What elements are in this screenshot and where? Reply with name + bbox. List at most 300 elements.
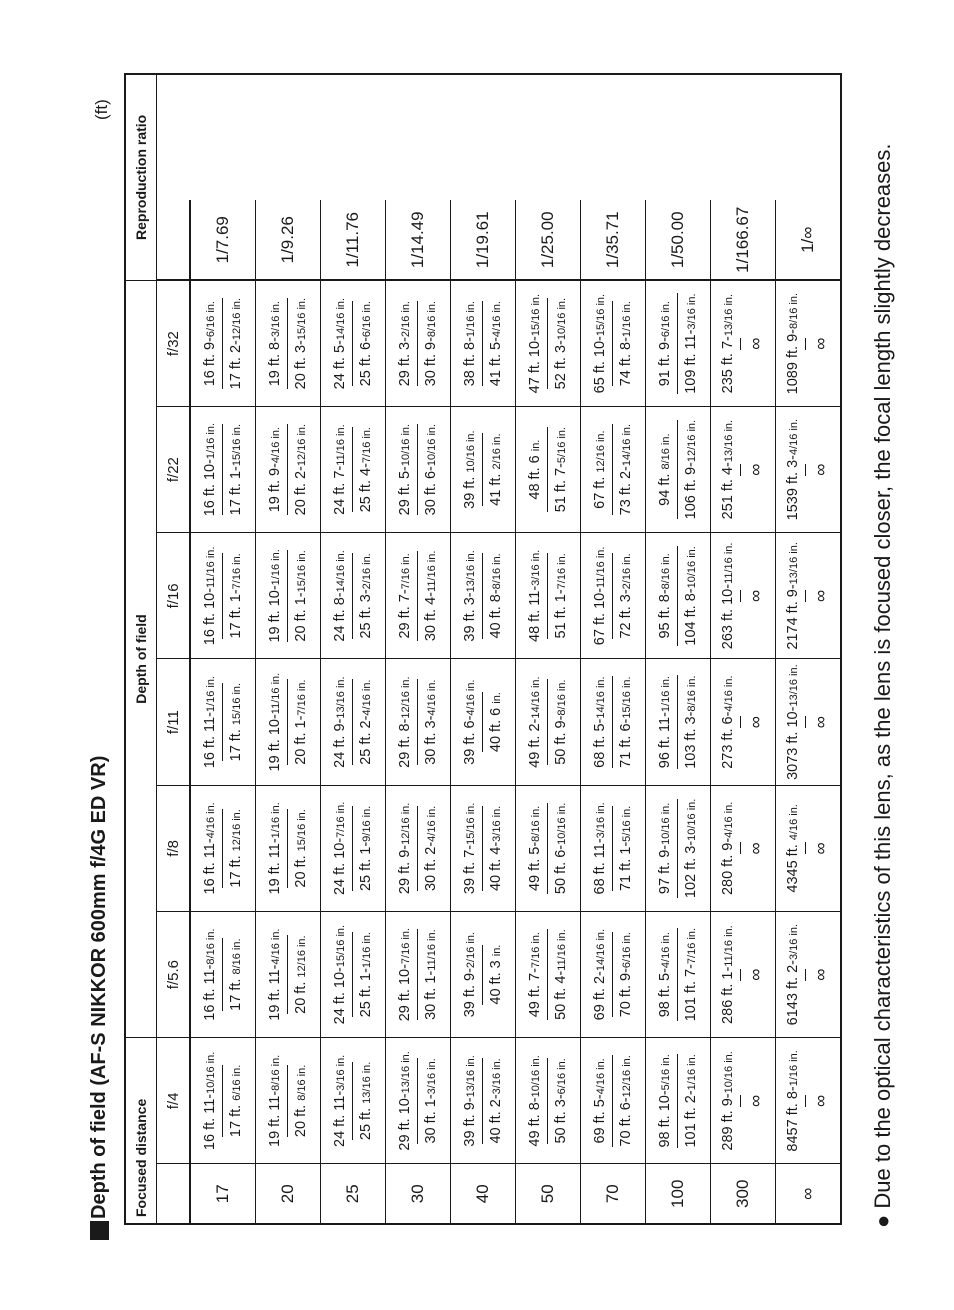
near-limit-value: 48 ft. 11-	[527, 585, 543, 642]
far-limit	[482, 433, 504, 505]
near-limit-value: 16 ft. 10-	[202, 587, 218, 646]
near-limit-fraction: 8/16 in.	[788, 292, 800, 330]
dof-cell	[776, 785, 842, 911]
near-limit-fraction: 3/16 in.	[595, 802, 607, 839]
far-limit	[677, 799, 699, 898]
dof-range	[776, 533, 840, 658]
near-limit-fraction: 11/16 in.	[205, 546, 217, 588]
dof-cell	[581, 912, 646, 1038]
dof-range	[256, 786, 320, 911]
near-limit-fraction: 7/16 in.	[335, 801, 347, 838]
near-limit	[267, 427, 284, 512]
dof-cell	[516, 407, 581, 533]
dof-range	[516, 281, 580, 406]
dof-range	[256, 281, 320, 406]
near-limit	[657, 553, 674, 638]
near-limit	[462, 1055, 479, 1146]
far-limit-fraction: 15/16 in.	[296, 550, 308, 593]
far-limit-value: 17 ft. 2-	[228, 340, 244, 390]
dof-cell	[321, 659, 386, 785]
aperture-header: f/32	[157, 280, 191, 406]
near-limit-value: 24 ft. 10-	[332, 837, 348, 896]
far-limit-fraction: 11/16 in.	[426, 550, 438, 592]
near-limit-fraction: 4/16 in.	[788, 418, 800, 456]
near-limit	[527, 932, 544, 1017]
far-limit-fraction: 12/16 in.	[296, 935, 308, 978]
dof-cell	[256, 280, 321, 406]
far-limit	[222, 683, 244, 761]
dof-range	[516, 660, 580, 785]
near-limit	[785, 419, 802, 520]
far-limit-value: ∞	[746, 842, 765, 855]
far-limit-value: ∞	[746, 1094, 765, 1107]
far-limit-value: 20 ft.	[293, 977, 309, 1014]
far-limit-fraction: 7/16 in.	[231, 553, 243, 590]
far-limit-fraction: 2/16 in.	[491, 433, 503, 470]
far-limit-value: ∞	[811, 589, 830, 602]
near-limit-fraction: 2/16 in.	[465, 932, 477, 969]
far-limit	[612, 806, 634, 891]
near-limit-value: 19 ft. 11-	[267, 838, 283, 895]
dof-cell	[711, 1038, 776, 1164]
table-row	[711, 74, 776, 1224]
near-limit-value: 1089 ft. 9-	[785, 329, 801, 395]
near-limit-value: 3073 ft. 10-	[785, 706, 801, 780]
dof-cell	[190, 533, 256, 659]
reproduction-ratio-header: Reproduction ratio	[125, 74, 157, 280]
far-limit-fraction: 11/16 in.	[556, 929, 568, 971]
far-limit-value: 102 ft. 3-	[683, 840, 699, 899]
far-limit	[482, 301, 504, 386]
distance-column-header	[157, 1164, 191, 1224]
far-limit-value: 50 ft. 4-	[553, 970, 569, 1020]
far-limit	[677, 928, 699, 1021]
dof-cell	[581, 407, 646, 533]
near-limit	[720, 420, 737, 519]
far-limit-value: ∞	[811, 463, 830, 476]
near-limit-value: 91 ft. 9-	[657, 337, 673, 387]
dof-range	[321, 660, 385, 785]
dof-cell	[386, 407, 451, 533]
near-limit-value: 67 ft. 10-	[592, 587, 608, 646]
far-limit	[222, 553, 244, 638]
near-limit-fraction: 11/16 in.	[335, 424, 347, 466]
far-limit-value: 17 ft.	[228, 851, 244, 888]
far-limit-fraction: 1/16 in.	[361, 932, 373, 969]
far-limit-value: 70 ft. 6-	[618, 1097, 634, 1147]
far-limit	[482, 806, 504, 891]
far-limit	[805, 338, 831, 350]
dof-range	[581, 786, 645, 911]
near-limit-fraction: 14/16 in.	[530, 676, 542, 719]
near-limit	[592, 294, 609, 393]
far-limit-value: 40 ft. 3	[488, 956, 504, 1005]
dof-range	[191, 407, 255, 532]
reproduction-ratio-cell: 1/7.69	[190, 200, 256, 280]
near-limit-fraction: 11/16 in.	[723, 542, 735, 584]
far-limit-fraction: 10/16 in.	[556, 297, 568, 341]
far-limit-value: ∞	[746, 968, 765, 981]
near-limit-value: 16 ft. 11-	[202, 838, 218, 895]
dof-cell	[776, 533, 842, 659]
far-limit	[287, 298, 309, 389]
dof-cell	[190, 407, 256, 533]
near-limit	[397, 803, 414, 894]
near-limit-fraction: 13/16 in.	[465, 550, 477, 593]
table-row	[321, 74, 386, 1224]
far-limit-value: ∞	[811, 1094, 830, 1107]
reproduction-ratio-cell: 1/14.49	[386, 200, 451, 280]
far-limit-value: 17 ft.	[228, 1100, 244, 1138]
far-limit-fraction: 8/16 in.	[231, 938, 243, 975]
focused-distance-cell: 70	[581, 1164, 646, 1224]
dof-range	[256, 1038, 320, 1163]
far-limit-fraction: 12/16 in.	[686, 419, 698, 463]
near-limit-fraction: 4/16 in.	[788, 804, 800, 841]
focused-distance-cell: 40	[451, 1164, 516, 1224]
ratio-column-header	[157, 200, 191, 280]
far-limit-value: 20 ft. 2-	[293, 466, 309, 516]
near-limit-value: 29 ft. 10-	[397, 964, 413, 1022]
dof-range	[386, 533, 450, 658]
dof-range	[191, 786, 255, 911]
near-limit-fraction: 10/16 in.	[660, 802, 672, 845]
near-limit	[462, 932, 479, 1017]
far-limit	[805, 716, 831, 728]
far-limit	[287, 424, 309, 515]
dof-cell	[776, 407, 842, 533]
near-limit	[527, 294, 544, 393]
dof-range	[321, 912, 385, 1037]
near-limit-fraction: 4/16 in.	[723, 675, 735, 712]
near-limit	[462, 803, 479, 894]
near-limit-value: 48 ft. 6	[527, 451, 543, 500]
far-limit-fraction: 11/16 in.	[426, 929, 438, 971]
near-limit-value: 69 ft. 5-	[592, 1094, 608, 1144]
near-limit-value: 69 ft. 2-	[592, 971, 608, 1021]
dof-range	[581, 660, 645, 785]
near-limit-fraction: 11/16 in.	[723, 925, 735, 967]
near-limit	[202, 929, 219, 1021]
near-limit-value: 68 ft. 5-	[592, 718, 608, 768]
aperture-header: f/4	[157, 1038, 191, 1164]
far-limit-fraction: 4/16 in.	[491, 301, 503, 338]
far-limit	[352, 932, 374, 1017]
far-limit-value: 50 ft. 9-	[553, 715, 569, 765]
near-limit	[462, 550, 479, 641]
near-limit-value: 24 ft. 11-	[332, 1090, 348, 1147]
far-limit	[547, 680, 569, 765]
far-limit	[352, 1062, 374, 1140]
far-limit	[547, 929, 569, 1020]
far-limit	[805, 969, 831, 981]
far-limit-value: 30 ft. 6-	[423, 466, 439, 516]
near-limit	[267, 929, 284, 1021]
far-limit-fraction: 8/16 in.	[686, 675, 698, 712]
dof-cell	[190, 912, 256, 1038]
near-limit	[592, 547, 609, 646]
near-limit	[397, 553, 414, 638]
far-limit	[547, 803, 569, 894]
far-limit	[482, 553, 504, 638]
far-limit	[677, 293, 699, 393]
dof-cell	[646, 912, 711, 1038]
near-limit-fraction: 1/16 in.	[205, 676, 217, 713]
near-limit-fraction: 10/16 in.	[723, 1051, 735, 1094]
near-limit-fraction: 12/16 in.	[595, 430, 607, 473]
near-limit	[785, 664, 802, 780]
near-limit	[657, 803, 674, 894]
dof-range	[646, 281, 710, 406]
dof-cell	[451, 785, 516, 911]
far-limit-value: 41 ft. 5-	[488, 337, 504, 387]
near-limit	[657, 433, 674, 505]
far-limit-fraction: in.	[491, 944, 503, 957]
far-limit-value: ∞	[811, 842, 830, 855]
dof-range	[256, 912, 320, 1037]
dof-range	[451, 1038, 515, 1163]
dof-range	[711, 1038, 775, 1163]
near-limit	[397, 1051, 414, 1150]
near-limit	[592, 676, 609, 767]
dof-range	[711, 786, 775, 911]
far-limit	[547, 553, 569, 638]
near-limit	[785, 924, 802, 1025]
far-limit	[222, 298, 244, 389]
near-limit	[267, 673, 284, 772]
near-limit-fraction: in.	[530, 439, 542, 452]
near-limit-value: 19 ft. 9-	[267, 463, 283, 513]
far-limit	[287, 935, 309, 1013]
near-limit	[785, 293, 802, 394]
far-limit-fraction: 2/16 in.	[361, 553, 373, 590]
far-limit-fraction: 5/16 in.	[556, 427, 568, 464]
far-limit	[740, 969, 766, 981]
far-limit	[677, 1054, 699, 1147]
near-limit-fraction: 4/16 in.	[723, 801, 735, 838]
near-limit-value: 49 ft. 5-	[527, 841, 543, 892]
near-limit-fraction: 13/16 in.	[723, 419, 735, 463]
dof-range	[581, 533, 645, 658]
far-limit	[677, 420, 699, 519]
dof-range	[451, 912, 515, 1037]
near-limit-fraction: 6/16 in.	[660, 301, 672, 338]
near-limit-value: 68 ft. 11-	[592, 838, 608, 895]
far-limit	[805, 590, 831, 602]
far-limit-value: 30 ft. 2-	[423, 841, 439, 892]
far-limit-value: ∞	[746, 716, 765, 729]
far-limit	[417, 551, 439, 642]
focused-distance-cell: 50	[516, 1164, 581, 1224]
far-limit-fraction: 8/16 in.	[491, 553, 503, 590]
near-limit-fraction: 4/16 in.	[595, 1058, 607, 1095]
near-limit-fraction: 3/16 in.	[270, 301, 282, 338]
dof-cell	[321, 407, 386, 533]
table-row	[386, 74, 451, 1224]
focused-distance-header: Focused distance	[125, 1038, 157, 1224]
table-row	[190, 74, 256, 1224]
dof-cell	[711, 280, 776, 406]
near-limit	[785, 1050, 802, 1151]
dof-cell	[711, 407, 776, 533]
dof-cell	[451, 280, 516, 406]
near-limit	[202, 802, 219, 894]
near-limit-value: 16 ft. 10-	[202, 459, 218, 517]
near-limit-fraction: 4/16 in.	[465, 679, 477, 716]
near-limit	[785, 804, 802, 893]
dof-range	[646, 912, 710, 1037]
dof-range	[451, 660, 515, 785]
near-limit-fraction: 13/16 in.	[788, 664, 800, 707]
near-limit	[527, 550, 544, 642]
near-limit-fraction: 11/16 in.	[595, 546, 607, 588]
near-limit	[720, 802, 737, 895]
focused-distance-cell: 17	[190, 1164, 256, 1224]
near-limit	[592, 1058, 609, 1143]
far-limit-value: 70 ft. 9-	[618, 968, 634, 1018]
dof-cell	[646, 659, 711, 785]
dof-cell	[386, 533, 451, 659]
far-limit	[612, 1055, 634, 1146]
dof-cell	[581, 533, 646, 659]
dof-range	[516, 533, 580, 658]
far-limit-fraction: 12/16 in.	[621, 1055, 633, 1098]
dof-range	[321, 533, 385, 658]
far-limit-value: 51 ft. 7-	[553, 463, 569, 513]
dof-cell	[386, 1038, 451, 1164]
far-limit-fraction: 10/16 in.	[686, 798, 698, 841]
far-limit-fraction: 7/16 in.	[686, 927, 698, 965]
reproduction-ratio-cell: 1/∞	[776, 200, 842, 280]
far-limit-value: 25 ft. 6-	[358, 337, 374, 387]
far-limit	[287, 809, 309, 887]
dof-cell	[321, 533, 386, 659]
dof-range	[321, 786, 385, 911]
near-limit	[397, 676, 414, 767]
near-limit-value: 2174 ft. 9-	[785, 584, 801, 650]
near-limit	[332, 802, 349, 895]
far-limit-value: ∞	[746, 463, 765, 476]
dof-cell	[321, 785, 386, 911]
far-limit	[805, 1095, 831, 1107]
near-limit	[785, 542, 802, 650]
far-limit	[352, 301, 374, 386]
far-limit	[287, 550, 309, 641]
dof-cell	[190, 785, 256, 911]
near-limit-value: 24 ft. 7-	[332, 465, 348, 515]
near-limit-value: 39 ft. 6-	[462, 715, 478, 765]
dof-cell	[451, 407, 516, 533]
far-limit-value: 40 ft. 2-	[488, 1094, 504, 1144]
far-limit-fraction: 10/16 in.	[556, 802, 568, 845]
near-limit-fraction: 12/16 in.	[400, 676, 412, 719]
dof-range	[451, 533, 515, 658]
near-limit	[527, 1055, 544, 1146]
near-limit	[657, 932, 674, 1017]
far-limit	[612, 301, 634, 386]
dof-range	[646, 660, 710, 785]
dof-cell	[646, 407, 711, 533]
near-limit-fraction: 13/16 in.	[788, 542, 800, 585]
near-limit	[267, 549, 284, 642]
dof-range	[646, 533, 710, 658]
far-limit	[612, 553, 634, 638]
dof-cell	[646, 280, 711, 406]
dof-cell	[321, 280, 386, 406]
dof-cell	[646, 533, 711, 659]
far-limit-value: ∞	[811, 716, 830, 729]
far-limit	[287, 680, 309, 765]
near-limit-value: 19 ft. 10-	[267, 585, 283, 643]
dof-cell	[646, 1038, 711, 1164]
far-limit	[740, 338, 766, 350]
far-limit-fraction: 12/16 in.	[231, 809, 243, 852]
near-limit	[527, 676, 544, 767]
dof-range	[516, 1038, 580, 1163]
near-limit-value: 39 ft.	[462, 472, 478, 509]
aperture-header: f/5.6	[157, 912, 191, 1038]
dof-range	[451, 407, 515, 532]
footnote: ● Due to the optical characteristics of this lens, as the lens is focused closer, the focal length slightly decreases.	[870, 143, 895, 1228]
near-limit	[267, 802, 284, 894]
far-limit-fraction: 4/16 in.	[426, 805, 438, 842]
near-limit-fraction: 14/16 in.	[335, 297, 347, 341]
near-limit-value: 47 ft. 10-	[527, 336, 543, 394]
near-limit	[720, 543, 737, 650]
dof-cell	[711, 785, 776, 911]
focused-distance-cell: 300	[711, 1164, 776, 1224]
far-limit-value: 25 ft. 2-	[358, 715, 374, 765]
far-limit	[222, 424, 244, 515]
near-limit	[720, 925, 737, 1024]
far-limit-value: 20 ft.	[293, 851, 309, 888]
focused-distance-cell: ∞	[776, 1164, 842, 1224]
far-limit-value: 17 ft. 1-	[228, 589, 244, 639]
far-limit-fraction: 3/16 in.	[686, 293, 698, 330]
dof-range	[191, 660, 255, 785]
far-limit	[677, 546, 699, 645]
far-limit	[612, 676, 634, 767]
far-limit-value: 20 ft. 1-	[293, 592, 309, 642]
near-limit-fraction: 8/16 in.	[660, 433, 672, 470]
dof-range	[386, 407, 450, 532]
far-limit-value: 40 ft. 6	[488, 703, 504, 753]
near-limit-value: 16 ft. 9-	[202, 337, 218, 387]
dof-range	[191, 1038, 255, 1163]
near-limit	[657, 301, 674, 386]
far-limit-value: 71 ft. 1-	[618, 841, 634, 892]
near-limit-value: 251 ft. 4-	[720, 462, 736, 520]
near-limit-value: 8457 ft. 8-	[785, 1086, 801, 1152]
reproduction-ratio-cell: 1/35.71	[581, 200, 646, 280]
near-limit	[267, 301, 284, 386]
far-limit-fraction: 15/16 in.	[296, 809, 308, 852]
near-limit-value: 39 ft. 7-	[462, 844, 478, 895]
far-limit-fraction: 13/16 in.	[361, 1061, 373, 1104]
far-limit-value: 40 ft. 4-	[488, 841, 504, 892]
dof-range	[321, 407, 385, 532]
near-limit-fraction: 15/16 in.	[530, 293, 542, 337]
far-limit-value: 103 ft. 3-	[683, 711, 699, 769]
dof-cell	[581, 280, 646, 406]
near-limit-fraction: 14/16 in.	[595, 676, 607, 719]
far-limit-value: 25 ft.	[358, 1103, 374, 1141]
far-limit-fraction: 12/16 in.	[231, 297, 243, 341]
far-limit	[740, 590, 766, 602]
aperture-header: f/8	[157, 785, 191, 911]
far-limit-fraction: 6/16 in.	[621, 932, 633, 969]
near-limit-value: 4345 ft.	[785, 840, 801, 893]
